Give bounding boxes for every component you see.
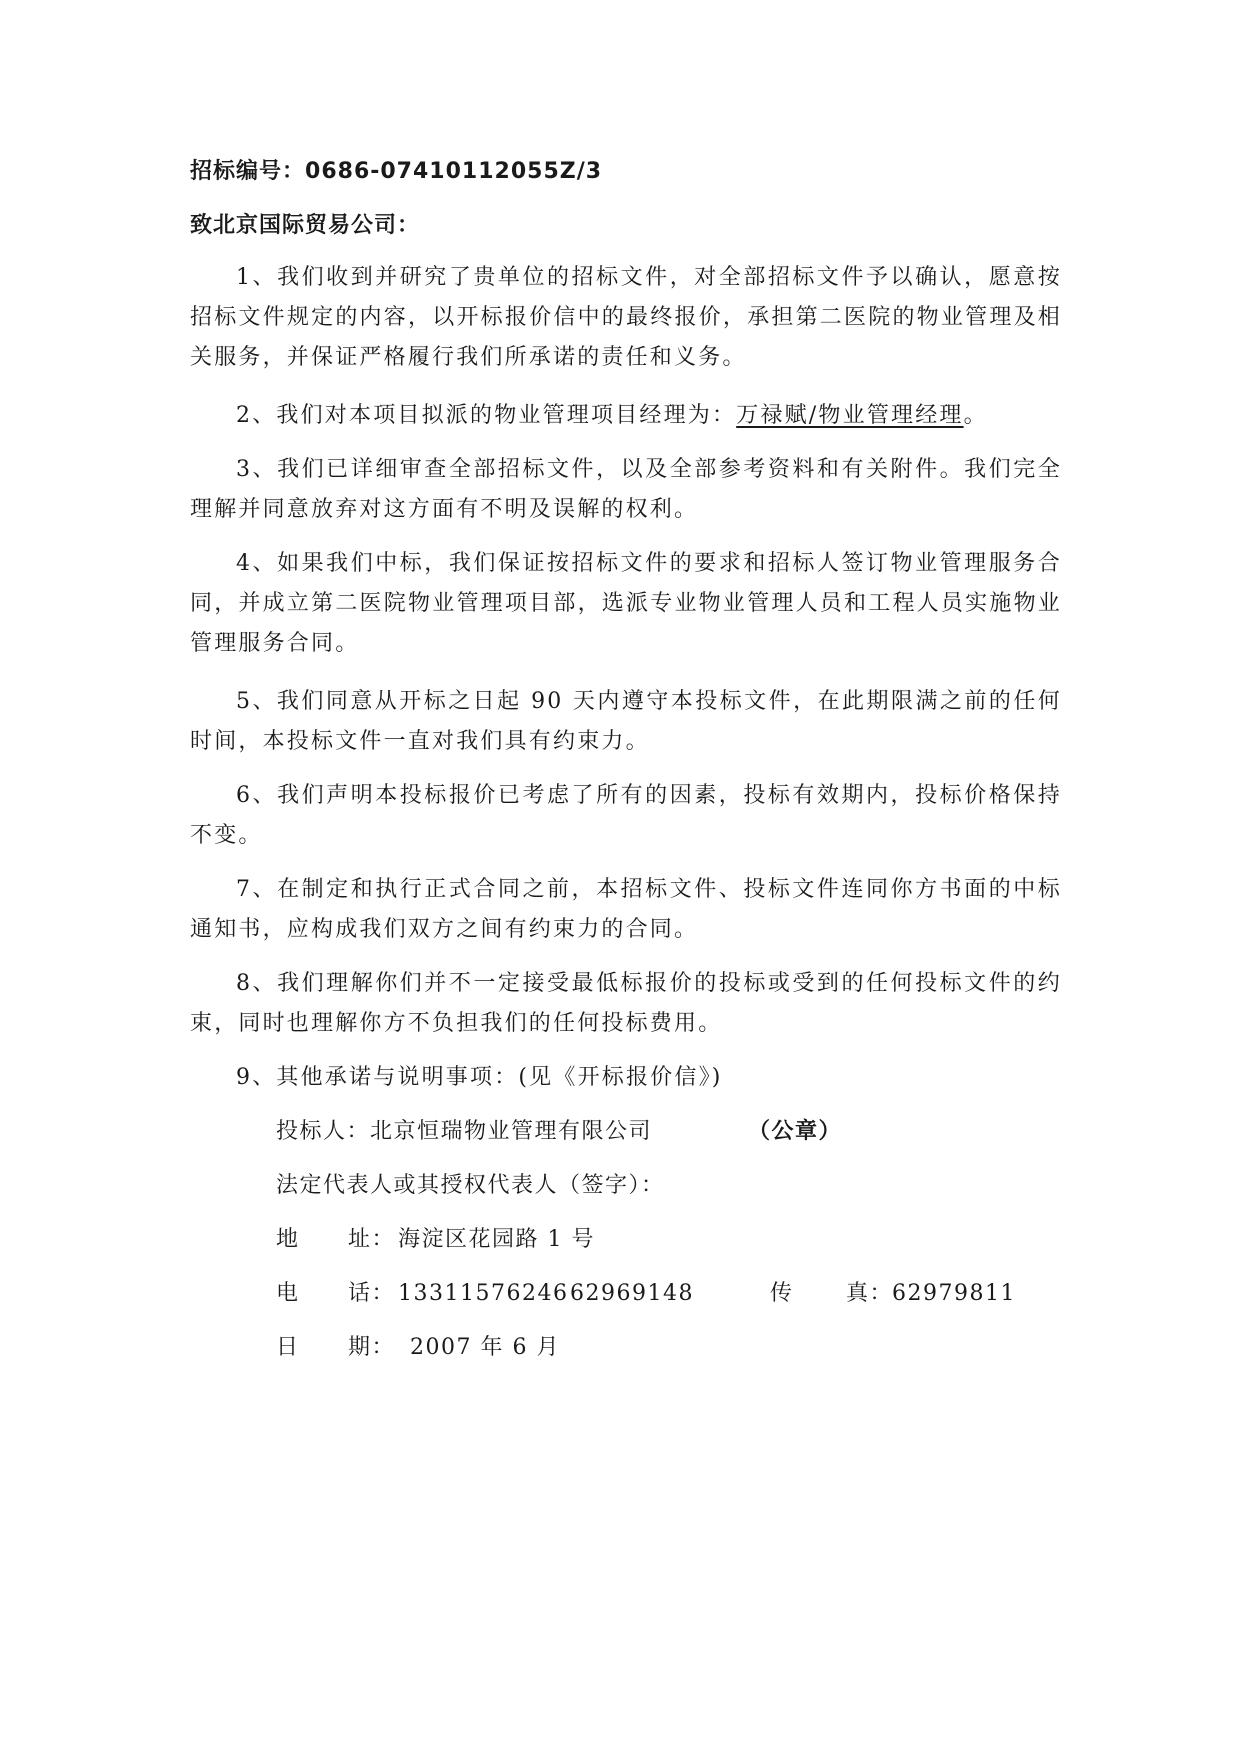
paragraph-8: 8、我们理解你们并不一定接受最低标报价的投标或受到的任何投标文件的约束，同时也理解你方不负担我们的任何投标费用。 — [190, 971, 1062, 1036]
bidder-value: 北京恒瑞物业管理有限公司 — [370, 1119, 653, 1144]
phone-label-char-1: 电 — [276, 1281, 300, 1306]
date-label-char-2: 期： — [348, 1335, 396, 1360]
paragraph-4: 4、如果我们中标，我们保证按招标文件的要求和招标人签订物业管理服务合同，并成立第二医院物业管理项目部，选派专业物业管理人员和工程人员实施物业管理服务合同。 — [190, 551, 1062, 656]
representative-label: 法定代表人或其授权代表人（签字）： — [276, 1173, 665, 1198]
paragraph-7: 7、在制定和执行正式合同之前，本招标文件、投标文件连同你方书面的中标通知书，应构成我们双方之间有约束力的合同。 — [190, 877, 1062, 942]
fax-label-char-2: 真： — [846, 1281, 894, 1306]
bidder-line — [276, 1112, 652, 1152]
paragraph-9: 9、其他承诺与说明事项：(见《开标报价信》) — [236, 1065, 723, 1090]
phone-value-2: 62969148 — [570, 1281, 694, 1306]
paragraph-2-suffix: 。 — [963, 403, 988, 428]
address-value: 海淀区花园路 1 号 — [398, 1227, 595, 1252]
tender-number-value: 0686-07410112055Z/3 — [305, 159, 603, 184]
paragraph-2 — [190, 396, 1062, 436]
company-seal-label: （公章） — [748, 1119, 843, 1144]
tender-number-line — [190, 152, 1060, 192]
paragraph-2-prefix: 2、我们对本项目拟派的物业管理项目经理为： — [236, 403, 737, 428]
fax-label-char-1: 传 — [770, 1281, 794, 1306]
date-label-char-1: 日 — [276, 1335, 300, 1360]
date-value: 2007 年 6 月 — [410, 1335, 560, 1360]
addressee: 致北京国际贸易公司： — [190, 213, 421, 238]
address-label-char-1: 地 — [276, 1227, 300, 1252]
fax-value: 62979811 — [892, 1281, 1016, 1306]
tender-number-label: 招标编号： — [190, 159, 306, 184]
paragraph-5: 5、我们同意从开标之日起 90 天内遵守本投标文件，在此期限满之前的任何时间，本投标文件一直对我们具有约束力。 — [190, 689, 1062, 754]
bidder-label: 投标人： — [276, 1119, 371, 1144]
address-label-char-2: 址： — [348, 1227, 396, 1252]
phone-label-char-2: 话： — [348, 1281, 396, 1306]
paragraph-3: 3、我们已详细审查全部招标文件，以及全部参考资料和有关附件。我们完全理解并同意放弃对这方面有不明及误解的权利。 — [190, 457, 1062, 522]
project-manager-name: 万禄赋/物业管理经理 — [736, 403, 964, 428]
paragraph-1: 1、我们收到并研究了贵单位的招标文件，对全部招标文件予以确认，愿意按招标文件规定的内容，以开标报价信中的最终报价，承担第二医院的物业管理及相关服务，并保证严格履行我们所承诺的责任和义务。 — [190, 265, 1062, 370]
paragraph-6: 6、我们声明本投标报价已考虑了所有的因素，投标有效期内，投标价格保持不变。 — [190, 783, 1062, 848]
phone-value-1: 13311576246 — [398, 1281, 569, 1306]
